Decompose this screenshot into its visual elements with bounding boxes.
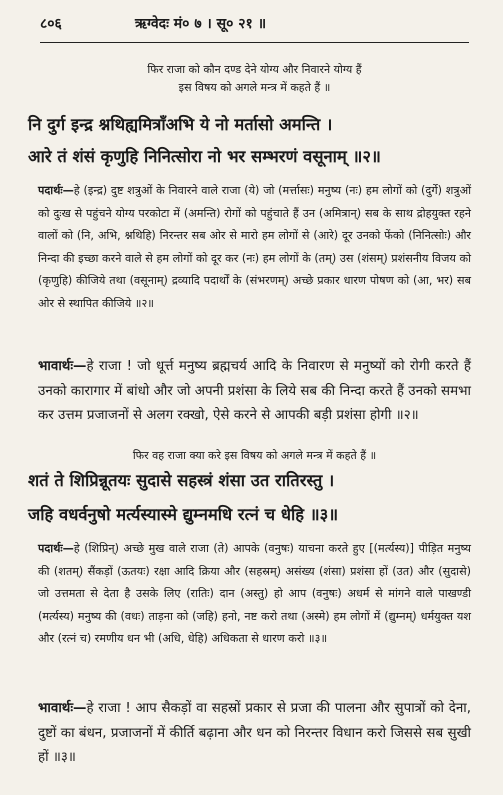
mantra-2-line1: नि दुर्ग इन्द्र श्नथिह्यमित्राँअभि ये नो मर्तासो अमन्ति । (28, 115, 333, 134)
bhavartha-2-label: भावार्थः— (38, 359, 87, 374)
header-rule (40, 42, 469, 43)
padartha-2-text: हे (इन्द्र) दुष्ट शत्रुओं के निवारने वाले राजा (ये) जो (मर्त्तासः) मनुष्य (नः) हम लोगों को (दुर्गे) शत्रुओं को दुःख से पहुंचने योग्य परकोटा में (अमन्ति) रोगों को पहुंचाते हैं उन (अमित्रान्) सब के साथ द्रोहयुक्त रहने वालों को (नि, अभि, श्नथिहि) निरन्तर सब ओर से मारो हम लोगों से (आरे) दूर उनको फेंको (निनित्सोः) और निन्दा की इच्छा करने वाले से हम लोगों को दूर कर (नः) हम लोगों के (तम्) उस (शंसम्) प्रशंसनीय विजय को (कृणुहि) कीजिये तथा (वसूनाम्) द्रव्यादि पदार्थों के (संभरणम्) अच्छे प्रकार धारण पोषण को (आ, भर) सब ओर से स्थापित कीजिये ॥२॥ (38, 184, 471, 310)
padartha-2-label: पदार्थः— (38, 184, 74, 197)
padartha-3 (38, 538, 471, 651)
bhavartha-2-text: हे राजा ! जो धूर्त्त मनुष्य ब्रह्मचर्य आदि के निवारण से मनुष्यों को रोगी करते हैं उनको कारागार में बांधो और जो अपनी प्रशंसा के लिये सब की निन्दा करते हैं उनको समभा कर उत्तम प्रजाजनों से अलग रक्खो, ऐसे करने से आपकी बड़ी प्रशंसा होगी ॥२॥ (38, 359, 471, 423)
mantra-2-line2: आरे तं शंसं कृणुहि निनित्सोरा नो भर सम्भरणं वसूनाम् ॥२॥ (28, 147, 381, 166)
padartha-3-text: हे (शिप्रिन्) अच्छे मुख वाले राजा (ते) आपके (वनुषः) याचना करते हुए [(मर्त्यस्य)] पीड़ित मनुष्य की (शतम्) सैंकड़ों (ऊतयः) रक्षा आदि क्रिया और (सहस्रम्) असंख्य (शंसा) प्रशंसा हों (उत) और (सुदासे) जो उत्तमता से देता है उसके लिए (रातिः) दान (अस्तु) हो आप (वनुषः) अधर्म से मांगने वाले पाखण्डी (मर्त्यस्य) मनुष्य की (वधः) ताड़ना को (जहि) हनो, नष्ट करो तथा (अस्मे) हम लोगों में (द्युम्नम्) धर्मयुक्त यश और (रत्नं च) रमणीय धन भी (अधि, धेहि) अधिकता से धारण करो ॥३॥ (38, 542, 471, 646)
padartha-2 (38, 180, 471, 316)
section2-intro: फिर वह राजा क्या करे इस विषय को अगले मन्त्र में कहते हैं ॥ (132, 449, 377, 462)
page-number: ८०६ (40, 16, 62, 32)
bhavartha-3-text: हे राजा ! आप सैकड़ों वा सहस्रों प्रकार से प्रजा की पालना और सुपात्रों को देना, दुष्टों का बंधन, प्रजाजनों में कीर्ति बढ़ाना और धन को निरन्तर विधान करो जिससे सब सुखी हों ॥३॥ (38, 701, 471, 765)
running-head: ऋग्वेदः मं० ७ । सू० २१ ॥ (135, 16, 267, 32)
bhavartha-2 (38, 355, 471, 429)
mantra-3-line2: जहि वधर्वनुषो मर्त्यस्यास्मे द्युम्नमधि रत्नं च धेहि ॥३॥ (28, 505, 339, 524)
bhavartha-3-label: भावार्थः— (38, 701, 87, 716)
section1-intro-line2: इस विषय को अगले मन्त्र में कहते हैं ॥ (178, 81, 331, 94)
page-header (40, 14, 463, 38)
padartha-3-label: पदार्थः— (38, 542, 74, 555)
section1-intro-line1: फिर राजा को कौन दण्ड देने योग्य और निवारने योग्य हैं (147, 63, 362, 76)
mantra-3-line1: शतं ते शिप्रिन्नूतयः सुदासे सहस्त्रं शंसा उत रातिरस्तु । (28, 471, 335, 490)
bhavartha-3 (38, 697, 471, 771)
